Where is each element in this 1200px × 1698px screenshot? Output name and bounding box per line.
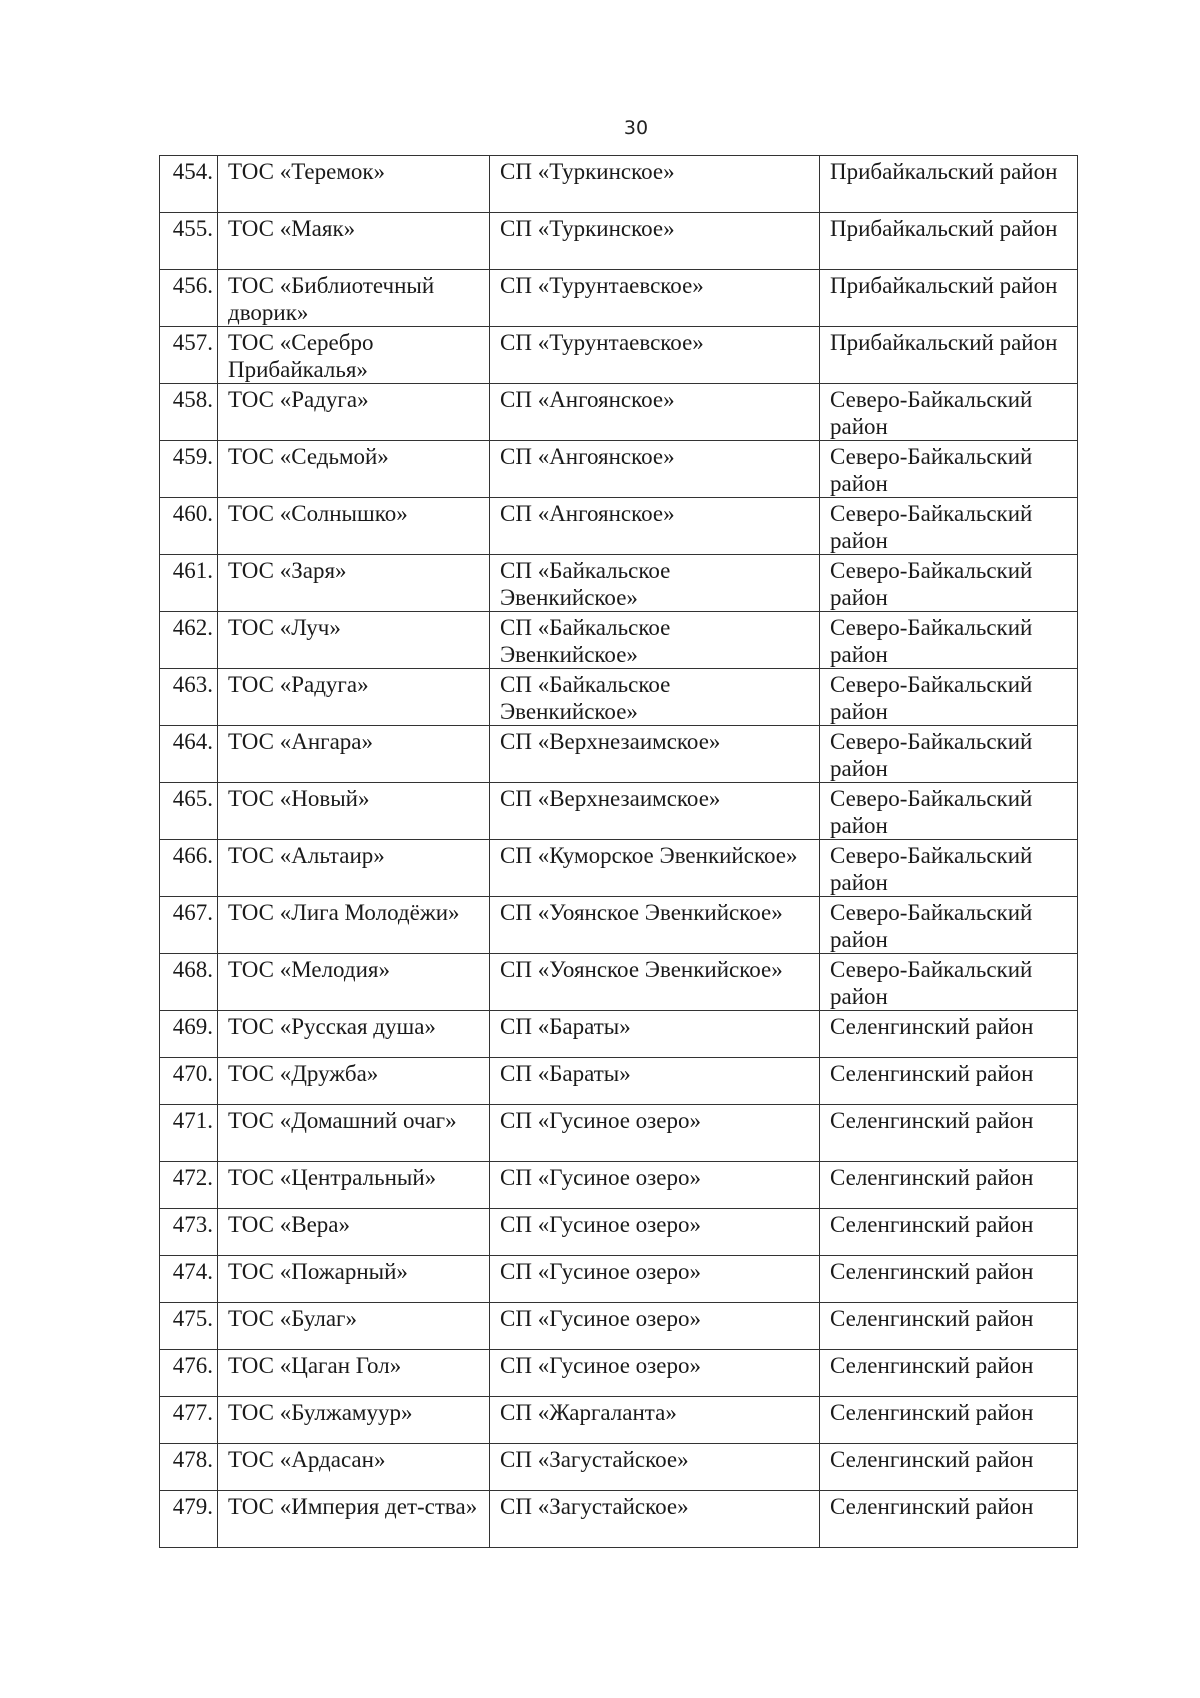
district-name: Селенгинский район (820, 1397, 1078, 1444)
tos-name: ТОС «Заря» (218, 555, 490, 612)
district-name: Селенгинский район (820, 1256, 1078, 1303)
tos-name: ТОС «Альтаир» (218, 840, 490, 897)
row-number: 470. (160, 1058, 218, 1105)
settlement-name: СП «Гусиное озеро» (490, 1303, 820, 1350)
settlement-name: СП «Турунтаевское» (490, 327, 820, 384)
tos-name: ТОС «Радуга» (218, 384, 490, 441)
district-name: Северо-Байкальский район (820, 441, 1078, 498)
settlement-name: СП «Гусиное озеро» (490, 1256, 820, 1303)
settlement-name: СП «Верхнезаимское» (490, 783, 820, 840)
row-number: 468. (160, 954, 218, 1011)
tos-name: ТОС «Маяк» (218, 213, 490, 270)
tos-table (159, 155, 1078, 1548)
row-number: 473. (160, 1209, 218, 1256)
row-number: 477. (160, 1397, 218, 1444)
table-row (160, 1162, 1078, 1209)
tos-name: ТОС «Булаг» (218, 1303, 490, 1350)
settlement-name: СП «Гусиное озеро» (490, 1350, 820, 1397)
row-number: 464. (160, 726, 218, 783)
settlement-name: СП «Жаргаланта» (490, 1397, 820, 1444)
settlement-name: СП «Гусиное озеро» (490, 1209, 820, 1256)
tos-name: ТОС «Луч» (218, 612, 490, 669)
table-row (160, 840, 1078, 897)
table-row (160, 1350, 1078, 1397)
row-number: 472. (160, 1162, 218, 1209)
row-number: 479. (160, 1491, 218, 1548)
settlement-name: СП «Байкальское Эвенкийское» (490, 612, 820, 669)
table-row (160, 1058, 1078, 1105)
table-row (160, 783, 1078, 840)
tos-name: ТОС «Пожарный» (218, 1256, 490, 1303)
row-number: 466. (160, 840, 218, 897)
table-row (160, 441, 1078, 498)
district-name: Селенгинский район (820, 1162, 1078, 1209)
table-row (160, 1303, 1078, 1350)
table-row (160, 327, 1078, 384)
tos-name: ТОС «Империя дет-ства» (218, 1491, 490, 1548)
table-row (160, 954, 1078, 1011)
row-number: 459. (160, 441, 218, 498)
settlement-name: СП «Верхнезаимское» (490, 726, 820, 783)
row-number: 462. (160, 612, 218, 669)
district-name: Прибайкальский район (820, 327, 1078, 384)
settlement-name: СП «Туркинское» (490, 213, 820, 270)
district-name: Прибайкальский район (820, 213, 1078, 270)
row-number: 471. (160, 1105, 218, 1162)
row-number: 463. (160, 669, 218, 726)
table-row (160, 1397, 1078, 1444)
page-number: 30 (623, 117, 649, 139)
tos-name: ТОС «Ангара» (218, 726, 490, 783)
settlement-name: СП «Загустайское» (490, 1491, 820, 1548)
district-name: Северо-Байкальский район (820, 669, 1078, 726)
settlement-name: СП «Бараты» (490, 1011, 820, 1058)
tos-name: ТОС «Новый» (218, 783, 490, 840)
settlement-name: СП «Гусиное озеро» (490, 1162, 820, 1209)
tos-name: ТОС «Солнышко» (218, 498, 490, 555)
settlement-name: СП «Гусиное озеро» (490, 1105, 820, 1162)
district-name: Северо-Байкальский район (820, 840, 1078, 897)
row-number: 456. (160, 270, 218, 327)
table-row (160, 1444, 1078, 1491)
row-number: 467. (160, 897, 218, 954)
settlement-name: СП «Бараты» (490, 1058, 820, 1105)
tos-name: ТОС «Теремок» (218, 156, 490, 213)
tos-name: ТОС «Серебро Прибайкалья» (218, 327, 490, 384)
settlement-name: СП «Куморское Эвенкийское» (490, 840, 820, 897)
row-number: 476. (160, 1350, 218, 1397)
table-row (160, 897, 1078, 954)
settlement-name: СП «Ангоянское» (490, 384, 820, 441)
settlement-name: СП «Байкальское Эвенкийское» (490, 669, 820, 726)
district-name: Селенгинский район (820, 1491, 1078, 1548)
tos-name: ТОС «Ардасан» (218, 1444, 490, 1491)
district-name: Северо-Байкальский район (820, 555, 1078, 612)
row-number: 474. (160, 1256, 218, 1303)
row-number: 455. (160, 213, 218, 270)
row-number: 475. (160, 1303, 218, 1350)
settlement-name: СП «Туркинское» (490, 156, 820, 213)
row-number: 458. (160, 384, 218, 441)
district-name: Северо-Байкальский район (820, 783, 1078, 840)
table-row (160, 156, 1078, 213)
tos-name: ТОС «Дружба» (218, 1058, 490, 1105)
row-number: 478. (160, 1444, 218, 1491)
table-row (160, 1209, 1078, 1256)
district-name: Селенгинский район (820, 1350, 1078, 1397)
tos-name: ТОС «Булжамуур» (218, 1397, 490, 1444)
row-number: 461. (160, 555, 218, 612)
row-number: 465. (160, 783, 218, 840)
settlement-name: СП «Ангоянское» (490, 498, 820, 555)
district-name: Прибайкальский район (820, 156, 1078, 213)
row-number: 469. (160, 1011, 218, 1058)
table-row (160, 555, 1078, 612)
district-name: Селенгинский район (820, 1444, 1078, 1491)
table-row (160, 1105, 1078, 1162)
settlement-name: СП «Уоянское Эвенкийское» (490, 954, 820, 1011)
district-name: Прибайкальский район (820, 270, 1078, 327)
table-row (160, 726, 1078, 783)
row-number: 460. (160, 498, 218, 555)
table-row (160, 1256, 1078, 1303)
district-name: Северо-Байкальский район (820, 612, 1078, 669)
district-name: Селенгинский район (820, 1011, 1078, 1058)
district-name: Северо-Байкальский район (820, 954, 1078, 1011)
tos-name: ТОС «Радуга» (218, 669, 490, 726)
district-name: Селенгинский район (820, 1303, 1078, 1350)
district-name: Северо-Байкальский район (820, 384, 1078, 441)
tos-name: ТОС «Седьмой» (218, 441, 490, 498)
row-number: 457. (160, 327, 218, 384)
tos-name: ТОС «Лига Молодёжи» (218, 897, 490, 954)
district-name: Северо-Байкальский район (820, 726, 1078, 783)
tos-name: ТОС «Центральный» (218, 1162, 490, 1209)
table-row (160, 213, 1078, 270)
district-name: Селенгинский район (820, 1105, 1078, 1162)
settlement-name: СП «Уоянское Эвенкийское» (490, 897, 820, 954)
table-row (160, 270, 1078, 327)
table-body (160, 156, 1078, 1548)
tos-name: ТОС «Вера» (218, 1209, 490, 1256)
tos-name: ТОС «Домашний очаг» (218, 1105, 490, 1162)
settlement-name: СП «Турунтаевское» (490, 270, 820, 327)
tos-name: ТОС «Библиотечный дворик» (218, 270, 490, 327)
table-row (160, 1491, 1078, 1548)
district-name: Селенгинский район (820, 1058, 1078, 1105)
tos-name: ТОС «Русская душа» (218, 1011, 490, 1058)
row-number: 454. (160, 156, 218, 213)
table-row (160, 669, 1078, 726)
table-row (160, 384, 1078, 441)
settlement-name: СП «Ангоянское» (490, 441, 820, 498)
tos-name: ТОС «Цаган Гол» (218, 1350, 490, 1397)
tos-name: ТОС «Мелодия» (218, 954, 490, 1011)
district-name: Северо-Байкальский район (820, 498, 1078, 555)
district-name: Северо-Байкальский район (820, 897, 1078, 954)
settlement-name: СП «Загустайское» (490, 1444, 820, 1491)
table-row (160, 1011, 1078, 1058)
settlement-name: СП «Байкальское Эвенкийское» (490, 555, 820, 612)
table-row (160, 612, 1078, 669)
table-row (160, 498, 1078, 555)
district-name: Селенгинский район (820, 1209, 1078, 1256)
